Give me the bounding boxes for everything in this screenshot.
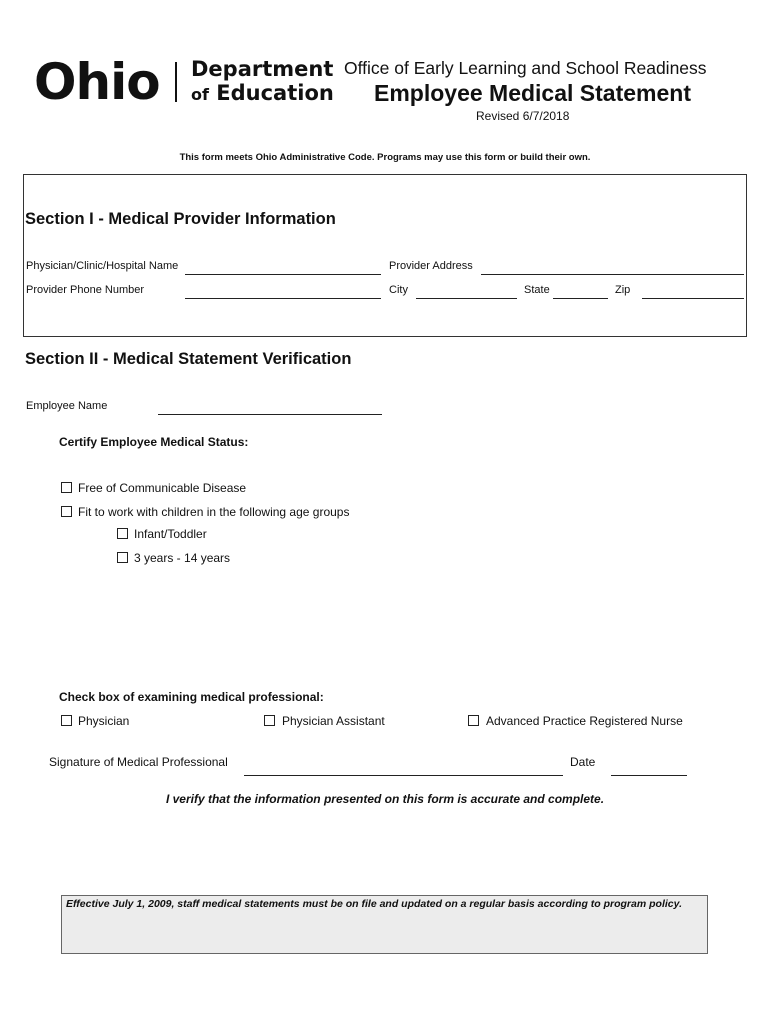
policy-notice: Effective July 1, 2009, staff medical statements must be on file and updated on a regular basis according to program policy.: [61, 895, 708, 954]
state-field[interactable]: [553, 298, 608, 299]
ohio-logo-word: Ohio: [34, 53, 160, 111]
certify-heading: Certify Employee Medical Status:: [59, 435, 249, 449]
age-3-14-label: 3 years - 14 years: [134, 551, 231, 565]
free-communicable-label: Free of Communicable Disease: [78, 481, 247, 495]
provider-address-label: Provider Address: [389, 260, 473, 272]
age-3-14-checkbox[interactable]: [117, 552, 128, 563]
fit-to-work-label: Fit to work with children in the following age groups: [78, 505, 350, 519]
provider-address-field[interactable]: [481, 274, 744, 275]
provider-name-label: Physician/Clinic/Hospital Name: [26, 260, 179, 272]
city-field[interactable]: [416, 298, 517, 299]
aprn-checkbox[interactable]: [468, 715, 479, 726]
fit-to-work-checkbox[interactable]: [61, 506, 72, 517]
physician-label: Physician: [78, 714, 130, 728]
provider-name-field[interactable]: [185, 274, 381, 275]
logo-dept-line1: Department: [191, 57, 334, 81]
admin-code-note: This form meets Ohio Administrative Code. Programs may use this form or build their own.: [179, 152, 591, 163]
signature-label: Signature of Medical Professional: [49, 755, 228, 769]
section1-title: Section I - Medical Provider Information: [25, 210, 336, 228]
logo-dept-education: Education: [216, 81, 334, 105]
form-title: Employee Medical Statement: [374, 80, 691, 106]
section2-title: Section II - Medical Statement Verification: [25, 350, 352, 368]
physician-checkbox[interactable]: [61, 715, 72, 726]
professional-heading: Check box of examining medical professional:: [59, 690, 324, 704]
date-label: Date: [570, 755, 596, 769]
logo-divider: [175, 62, 177, 102]
infant-toddler-label: Infant/Toddler: [134, 527, 207, 541]
zip-label: Zip: [615, 284, 631, 296]
infant-toddler-checkbox[interactable]: [117, 528, 128, 539]
logo-dept-of: of: [191, 85, 209, 104]
free-communicable-checkbox[interactable]: [61, 482, 72, 493]
date-field[interactable]: [611, 775, 687, 776]
employee-name-label: Employee Name: [26, 400, 108, 412]
revised-date: Revised 6/7/2018: [476, 109, 570, 123]
provider-phone-field[interactable]: [185, 298, 381, 299]
office-name: Office of Early Learning and School Readiness: [344, 58, 707, 78]
physician-assistant-checkbox[interactable]: [264, 715, 275, 726]
verify-statement: I verify that the information presented on this form is accurate and complete.: [165, 792, 605, 806]
section1-box: [23, 174, 747, 337]
provider-phone-label: Provider Phone Number: [26, 284, 145, 296]
zip-field[interactable]: [642, 298, 744, 299]
physician-assistant-label: Physician Assistant: [282, 714, 385, 728]
logo-department-text: [191, 57, 334, 107]
state-label: State: [524, 284, 550, 296]
city-label: City: [389, 284, 408, 296]
employee-name-field[interactable]: [158, 414, 382, 415]
signature-field[interactable]: [244, 775, 563, 776]
aprn-label: Advanced Practice Registered Nurse: [486, 714, 683, 728]
logo-dept-line2: [191, 81, 334, 107]
